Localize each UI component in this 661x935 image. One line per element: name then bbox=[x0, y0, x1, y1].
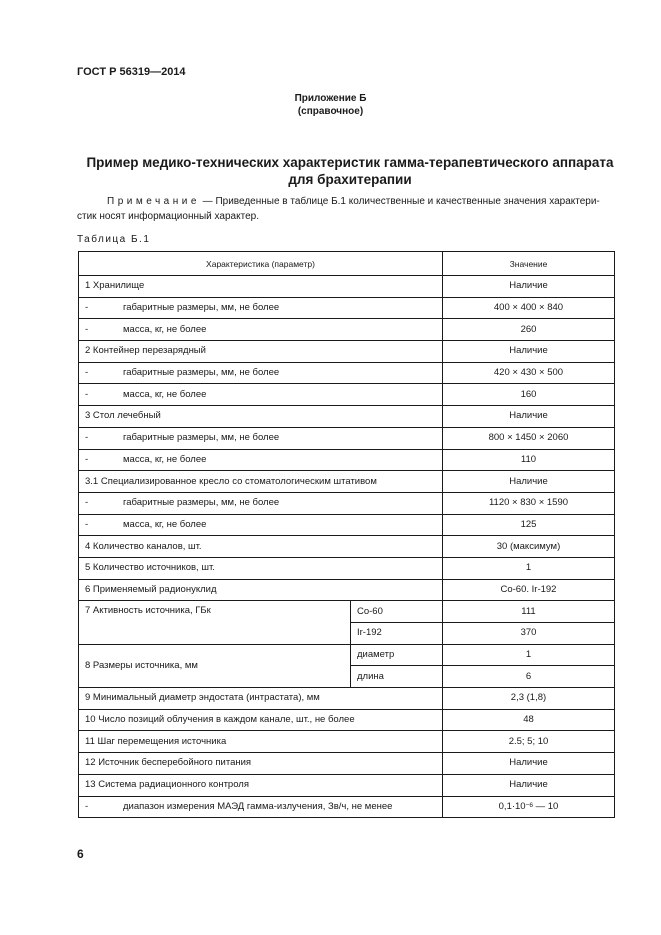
dash-marker: - bbox=[85, 800, 89, 812]
table-row bbox=[79, 449, 615, 471]
param-text: масса, кг, не более bbox=[123, 518, 207, 530]
value-cell: 111 bbox=[443, 601, 615, 623]
value-cell: Наличие bbox=[443, 276, 615, 298]
value-cell: 1 bbox=[443, 557, 615, 579]
param-text: масса, кг, не более bbox=[123, 323, 207, 335]
table-row bbox=[79, 557, 615, 579]
param-text: 3.1 Специализированное кресло со стоматологическим штативом bbox=[85, 475, 377, 487]
param-text: 4 Количество каналов, шт. bbox=[85, 540, 202, 552]
document-title bbox=[60, 154, 640, 188]
value-tail: — 10 bbox=[533, 800, 559, 812]
value-cell: Наличие bbox=[443, 471, 615, 493]
table-row bbox=[79, 319, 615, 341]
table-row bbox=[79, 796, 615, 818]
standard-header: ГОСТ Р 56319—2014 bbox=[77, 66, 186, 78]
param-cell bbox=[79, 341, 443, 363]
sub-param-cell: Co-60 bbox=[351, 601, 443, 623]
column-header-param: Характеристика (параметр) bbox=[79, 252, 443, 276]
table-row bbox=[79, 471, 615, 493]
param-cell bbox=[79, 362, 443, 384]
value-exponent: −6 bbox=[525, 801, 533, 809]
value-cell: 800 × 1450 × 2060 bbox=[443, 427, 615, 449]
value-cell: 2,3 (1,8) bbox=[443, 688, 615, 710]
table-row bbox=[79, 406, 615, 428]
table-row bbox=[79, 731, 615, 753]
param-cell bbox=[79, 319, 443, 341]
value-cell: Наличие bbox=[443, 406, 615, 428]
param-text: габаритные размеры, мм, не более bbox=[123, 432, 280, 444]
param-text: габаритные размеры, мм, не более bbox=[123, 302, 280, 314]
value-cell: Наличие bbox=[443, 753, 615, 775]
note-text-2: стик носят информационный характер. bbox=[77, 211, 259, 222]
param-cell bbox=[79, 796, 443, 818]
table-row bbox=[79, 492, 615, 514]
value-cell: Наличие bbox=[443, 341, 615, 363]
note-text: — Приведенные в таблице Б.1 количественные и качественные значения характери- bbox=[199, 196, 600, 207]
sub-param-cell: диаметр bbox=[351, 644, 443, 666]
dash-marker: - bbox=[85, 497, 89, 509]
param-text: 2 Контейнер перезарядный bbox=[85, 345, 206, 357]
table-row bbox=[79, 688, 615, 710]
value-cell: 420 × 430 × 500 bbox=[443, 362, 615, 384]
value-cell: 370 bbox=[443, 623, 615, 645]
value-cell: 260 bbox=[443, 319, 615, 341]
table-row bbox=[79, 427, 615, 449]
param-text: 6 Применяемый радионуклид bbox=[85, 583, 217, 595]
param-cell bbox=[79, 536, 443, 558]
dash-marker: - bbox=[85, 388, 89, 400]
value-cell: Наличие bbox=[443, 774, 615, 796]
table-row bbox=[79, 297, 615, 319]
dash-marker: - bbox=[85, 453, 89, 465]
title-line-1: Пример медико-технических характеристик гамма-терапевтического аппарата bbox=[86, 155, 614, 170]
sub-param-cell: Ir-192 bbox=[351, 623, 443, 645]
param-cell bbox=[79, 449, 443, 471]
table-row bbox=[79, 774, 615, 796]
value-cell bbox=[443, 796, 615, 818]
value-cell: 125 bbox=[443, 514, 615, 536]
value-cell: 6 bbox=[443, 666, 615, 688]
dash-marker: - bbox=[85, 432, 89, 444]
value-cell: 48 bbox=[443, 709, 615, 731]
sub-param-cell: длина bbox=[351, 666, 443, 688]
value-cell: Co-60. Ir-192 bbox=[443, 579, 615, 601]
param-cell: 12 Источник бесперебойного питания bbox=[79, 753, 443, 775]
param-cell bbox=[79, 492, 443, 514]
param-cell bbox=[79, 471, 443, 493]
param-cell: 10 Число позиций облучения в каждом канале, шт., не более bbox=[79, 709, 443, 731]
table-header-row bbox=[79, 252, 615, 276]
value-cell: 1 bbox=[443, 644, 615, 666]
value-base: 0,1·10 bbox=[498, 800, 526, 812]
param-text: габаритные размеры, мм, не более bbox=[123, 497, 280, 509]
appendix-note: (справочное) bbox=[297, 106, 364, 117]
value-cell: 1120 × 830 × 1590 bbox=[443, 492, 615, 514]
param-cell bbox=[79, 427, 443, 449]
param-text: 3 Стол лечебный bbox=[85, 410, 161, 422]
value-cell: 400 × 400 × 840 bbox=[443, 297, 615, 319]
table-row bbox=[79, 341, 615, 363]
value-cell: 2.5; 5; 10 bbox=[443, 731, 615, 753]
table-row bbox=[79, 362, 615, 384]
title-line-2: для брахитерапии bbox=[288, 172, 412, 187]
table-row bbox=[79, 709, 615, 731]
table-row bbox=[79, 276, 615, 298]
table-row bbox=[79, 644, 615, 666]
param-text: диапазон измерения МАЭД гамма-излучения, Зв/ч, не менее bbox=[123, 800, 393, 812]
page-number: 6 bbox=[77, 847, 84, 861]
note-label: Примечание bbox=[107, 196, 200, 207]
table-row bbox=[79, 536, 615, 558]
table-row bbox=[79, 753, 615, 775]
dash-marker: - bbox=[85, 302, 89, 314]
table-caption: Таблица Б.1 bbox=[77, 234, 151, 245]
param-text: 5 Количество источников, шт. bbox=[85, 562, 215, 574]
param-text: масса, кг, не более bbox=[123, 388, 207, 400]
param-cell bbox=[79, 557, 443, 579]
param-text: 1 Хранилище bbox=[85, 280, 145, 292]
param-cell bbox=[79, 579, 443, 601]
param-text: габаритные размеры, мм, не более bbox=[123, 367, 280, 379]
dash-marker: - bbox=[85, 518, 89, 530]
table-row bbox=[79, 514, 615, 536]
table-row bbox=[79, 384, 615, 406]
param-cell bbox=[79, 276, 443, 298]
param-text: масса, кг, не более bbox=[123, 453, 207, 465]
table-row bbox=[79, 579, 615, 601]
param-cell bbox=[79, 514, 443, 536]
param-cell: 8 Размеры источника, мм bbox=[79, 644, 351, 687]
note-paragraph bbox=[77, 194, 614, 224]
param-cell: 7 Активность источника, ГБк bbox=[79, 601, 351, 644]
table-row bbox=[79, 601, 615, 623]
param-cell: 9 Минимальный диаметр эндостата (интрастата), мм bbox=[79, 688, 443, 710]
column-header-value: Значение bbox=[443, 252, 615, 276]
value-cell: 160 bbox=[443, 384, 615, 406]
value-cell: 30 (максимум) bbox=[443, 536, 615, 558]
param-cell bbox=[79, 406, 443, 428]
spec-table bbox=[78, 251, 615, 818]
dash-marker: - bbox=[85, 323, 89, 335]
param-cell bbox=[79, 384, 443, 406]
dash-marker: - bbox=[85, 367, 89, 379]
appendix-label: Приложение Б bbox=[294, 93, 367, 104]
value-cell: 110 bbox=[443, 449, 615, 471]
param-cell: 13 Система радиационного контроля bbox=[79, 774, 443, 796]
param-cell: 11 Шаг перемещения источника bbox=[79, 731, 443, 753]
param-cell bbox=[79, 297, 443, 319]
